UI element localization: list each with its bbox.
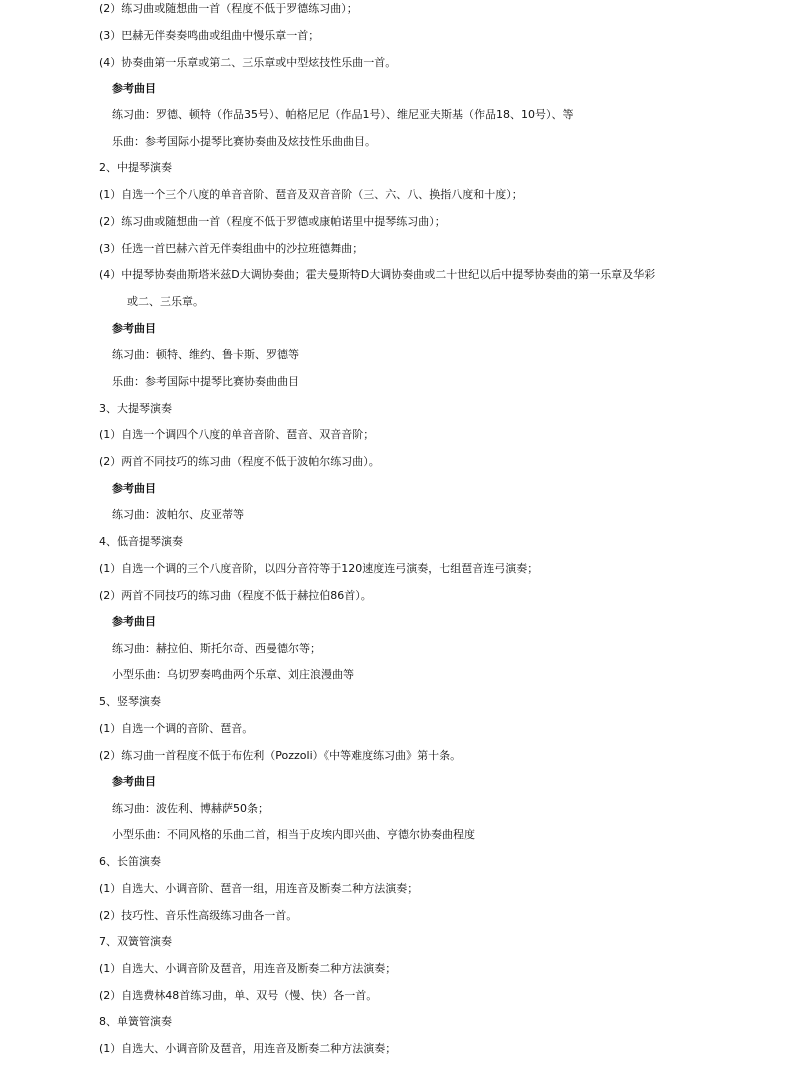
text-line: (2）练习曲或随想曲一首（程度不低于罗德或康帕诺里中提琴练习曲）； <box>99 215 446 228</box>
text-line: 练习曲：赫拉伯、斯托尔奇、西曼德尔等； <box>112 642 321 655</box>
text-line: 小型乐曲：不同风格的乐曲二首，相当于皮埃内即兴曲、亨德尔协奏曲程度 <box>112 828 475 841</box>
reference-heading: 参考曲目 <box>112 82 156 95</box>
section-heading: 3、大提琴演奏 <box>99 402 172 415</box>
text-line: (1）自选一个调的音阶、琶音。 <box>99 722 254 735</box>
text-line: 乐曲：参考国际中提琴比赛协奏曲曲目 <box>112 375 299 388</box>
text-line: 乐曲：参考国际小提琴比赛协奏曲及炫技性乐曲曲目。 <box>112 135 376 148</box>
section-heading: 2、中提琴演奏 <box>99 161 172 174</box>
text-line: 或二、三乐章。 <box>127 295 204 308</box>
text-line: (1）自选一个三个八度的单音音阶、琶音及双音音阶（三、六、八、换指八度和十度）； <box>99 188 523 201</box>
reference-heading: 参考曲目 <box>112 775 156 788</box>
text-line: (2）技巧性、音乐性高级练习曲各一首。 <box>99 909 298 922</box>
text-line: (3）任选一首巴赫六首无伴奏组曲中的沙拉班德舞曲； <box>99 242 364 255</box>
text-line: 小型乐曲：乌切罗奏鸣曲两个乐章、刘庄浪漫曲等 <box>112 668 354 681</box>
text-line: (1）自选一个调的三个八度音阶，以四分音符等于120速度连弓演奏，七组琶音连弓演奏； <box>99 562 539 575</box>
text-line: (2）练习曲或随想曲一首（程度不低于罗德练习曲）； <box>99 2 358 15</box>
text-line: (1）自选大、小调音阶及琶音，用连音及断奏二种方法演奏； <box>99 1042 397 1055</box>
text-line: (4）协奏曲第一乐章或第二、三乐章或中型炫技性乐曲一首。 <box>99 56 397 69</box>
text-line: (2）练习曲一首程度不低于布佐利（Pozzoli）《中等难度练习曲》第十条。 <box>99 749 462 762</box>
text-line: (2）自选费林48首练习曲，单、双号（慢、快）各一首。 <box>99 989 378 1002</box>
text-line: (1）自选一个调四个八度的单音音阶、琶音、双音音阶； <box>99 428 375 441</box>
text-line: (4）中提琴协奏曲斯塔米兹D大调协奏曲；霍夫曼斯特D大调协奏曲或二十世纪以后中提琴协奏曲的第一乐章及华彩 <box>99 268 656 281</box>
text-line: (1）自选大、小调音阶及琶音，用连音及断奏二种方法演奏； <box>99 962 397 975</box>
reference-heading: 参考曲目 <box>112 322 156 335</box>
section-heading: 6、长笛演奏 <box>99 855 161 868</box>
text-line: (3）巴赫无伴奏奏鸣曲或组曲中慢乐章一首； <box>99 29 320 42</box>
text-line: 练习曲：罗德、顿特（作品35号）、帕格尼尼（作品1号）、维尼亚夫斯基（作品18、10号）、等 <box>112 108 574 121</box>
reference-heading: 参考曲目 <box>112 482 156 495</box>
section-heading: 4、低音提琴演奏 <box>99 535 183 548</box>
text-line: 练习曲：波佐利、博赫萨50条； <box>112 802 269 815</box>
text-line: (2）两首不同技巧的练习曲（程度不低于赫拉伯86首）。 <box>99 589 372 602</box>
text-line: (2）两首不同技巧的练习曲（程度不低于波帕尔练习曲）。 <box>99 455 380 468</box>
section-heading: 7、双簧管演奏 <box>99 935 172 948</box>
text-line: 练习曲：波帕尔、皮亚蒂等 <box>112 508 244 521</box>
text-line: (1）自选大、小调音阶、琶音一组，用连音及断奏二种方法演奏； <box>99 882 419 895</box>
reference-heading: 参考曲目 <box>112 615 156 628</box>
section-heading: 5、竖琴演奏 <box>99 695 161 708</box>
text-line: 练习曲：顿特、维约、鲁卡斯、罗德等 <box>112 348 299 361</box>
section-heading: 8、单簧管演奏 <box>99 1015 172 1028</box>
